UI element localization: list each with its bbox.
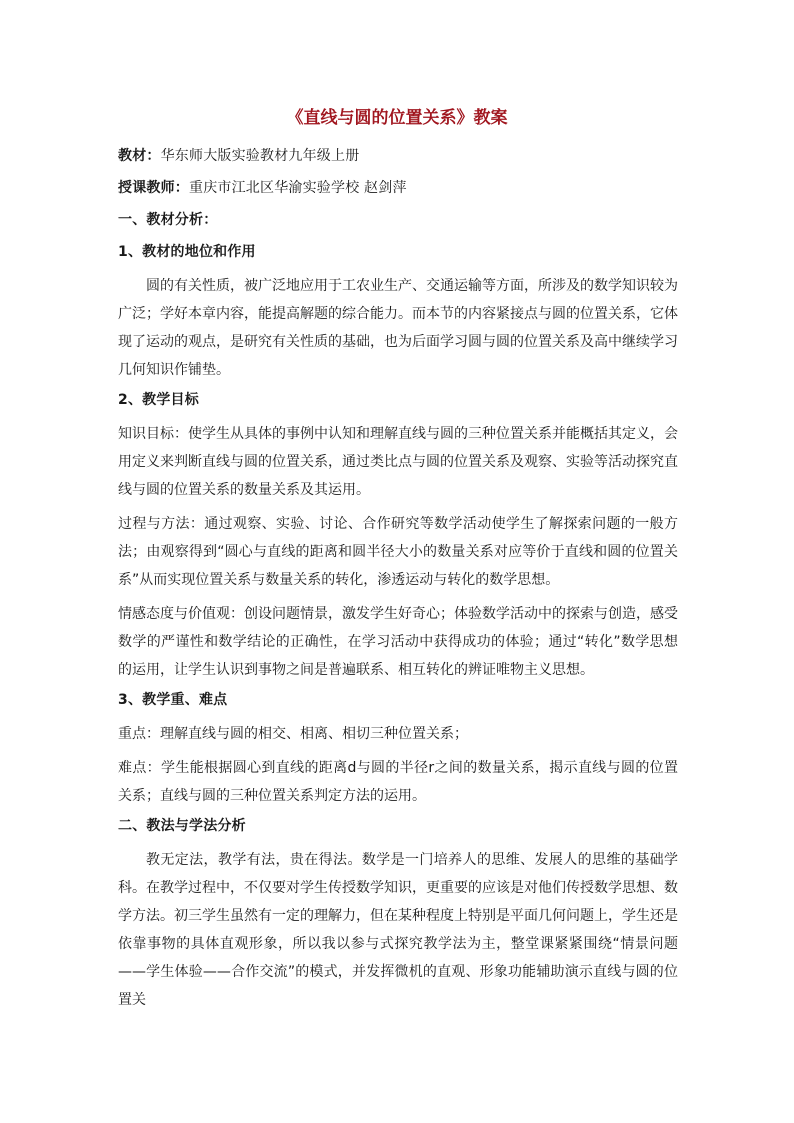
textbook-line [118, 146, 678, 166]
key-point: 重点：理解直线与圆的相交、相离、相切三种位置关系； [118, 726, 468, 742]
sub2-heading: 2、教学目标 [118, 392, 199, 408]
difficult-point: 难点：学生能根据圆心到直线的距离d与圆的半径r之间的数量关系，揭示直线与圆的位置关系；直线与圆的三种位置关系判定方法的运用。 [118, 760, 678, 804]
textbook-value: 华东师大版实验教材九年级上册 [160, 148, 360, 164]
sub3-heading: 3、教学重、难点 [118, 692, 228, 708]
teacher-label: 授课教师： [118, 180, 189, 196]
section1-heading: 一、教材分析： [118, 212, 218, 228]
sub1-paragraph: 圆的有关性质，被广泛地应用于工农业生产、交通运输等方面，所涉及的数学知识较为广泛；学好本章内容，能提高解题的综合能力。而本节的内容紧接点与圆的位置关系，它体现了运动的观点，是研究有关性质的基础，也为后面学习圆与圆的位置关系及高中继续学习几何知识作铺垫。 [118, 278, 678, 378]
knowledge-goal: 知识目标：使学生从具体的事例中认知和理解直线与圆的三种位置关系并能概括其定义，会用定义来判断直线与圆的位置关系，通过类比点与圆的位置关系及观察、实验等活动探究直线与圆的位置关系的数量关系及其运用。 [118, 426, 678, 498]
section2-paragraph: 教无定法，教学有法，贵在得法。数学是一门培养人的思维、发展人的思维的基础学科。在教学过程中，不仅要对学生传授数学知识，更重要的应该是对他们传授数学思想、数学方法。初三学生虽然有一定的理解力，但在某种程度上特别是平面几何问题上，学生还是依靠事物的具体直观形象，所以我以参与式探究教学法为主，整堂课紧紧围绕“情景问题——学生体验——合作交流”的模式，并发挥微机的直观、形象功能辅助演示直线与圆的位置关 [118, 852, 678, 1008]
textbook-label: 教材： [118, 148, 161, 164]
document-body [118, 146, 678, 1020]
process-goal: 过程与方法：通过观察、实验、讨论、合作研究等数学活动使学生了解探索问题的一般方法；由观察得到“圆心与直线的距离和圆半径大小的数量关系对应等价于直线和圆的位置关系”从而实现位置关系与数量关系的转化，渗透运动与转化的数学思想。 [118, 516, 678, 588]
teacher-value: 重庆市江北区华渝实验学校 赵剑萍 [189, 180, 407, 196]
teacher-line [118, 178, 678, 198]
section2-heading: 二、教法与学法分析 [118, 818, 246, 834]
emotion-goal: 情感态度与价值观：创设问题情景，激发学生好奇心；体验数学活动中的探索与创造，感受数学的严谨性和数学结论的正确性，在学习活动中获得成功的体验；通过“转化”数学思想的运用，让学生认识到事物之间是普遍联系、相互转化的辨证唯物主义思想。 [118, 606, 678, 678]
sub1-heading: 1、教材的地位和作用 [118, 244, 256, 260]
document-title: 《直线与圆的位置关系》教案 [286, 108, 508, 128]
